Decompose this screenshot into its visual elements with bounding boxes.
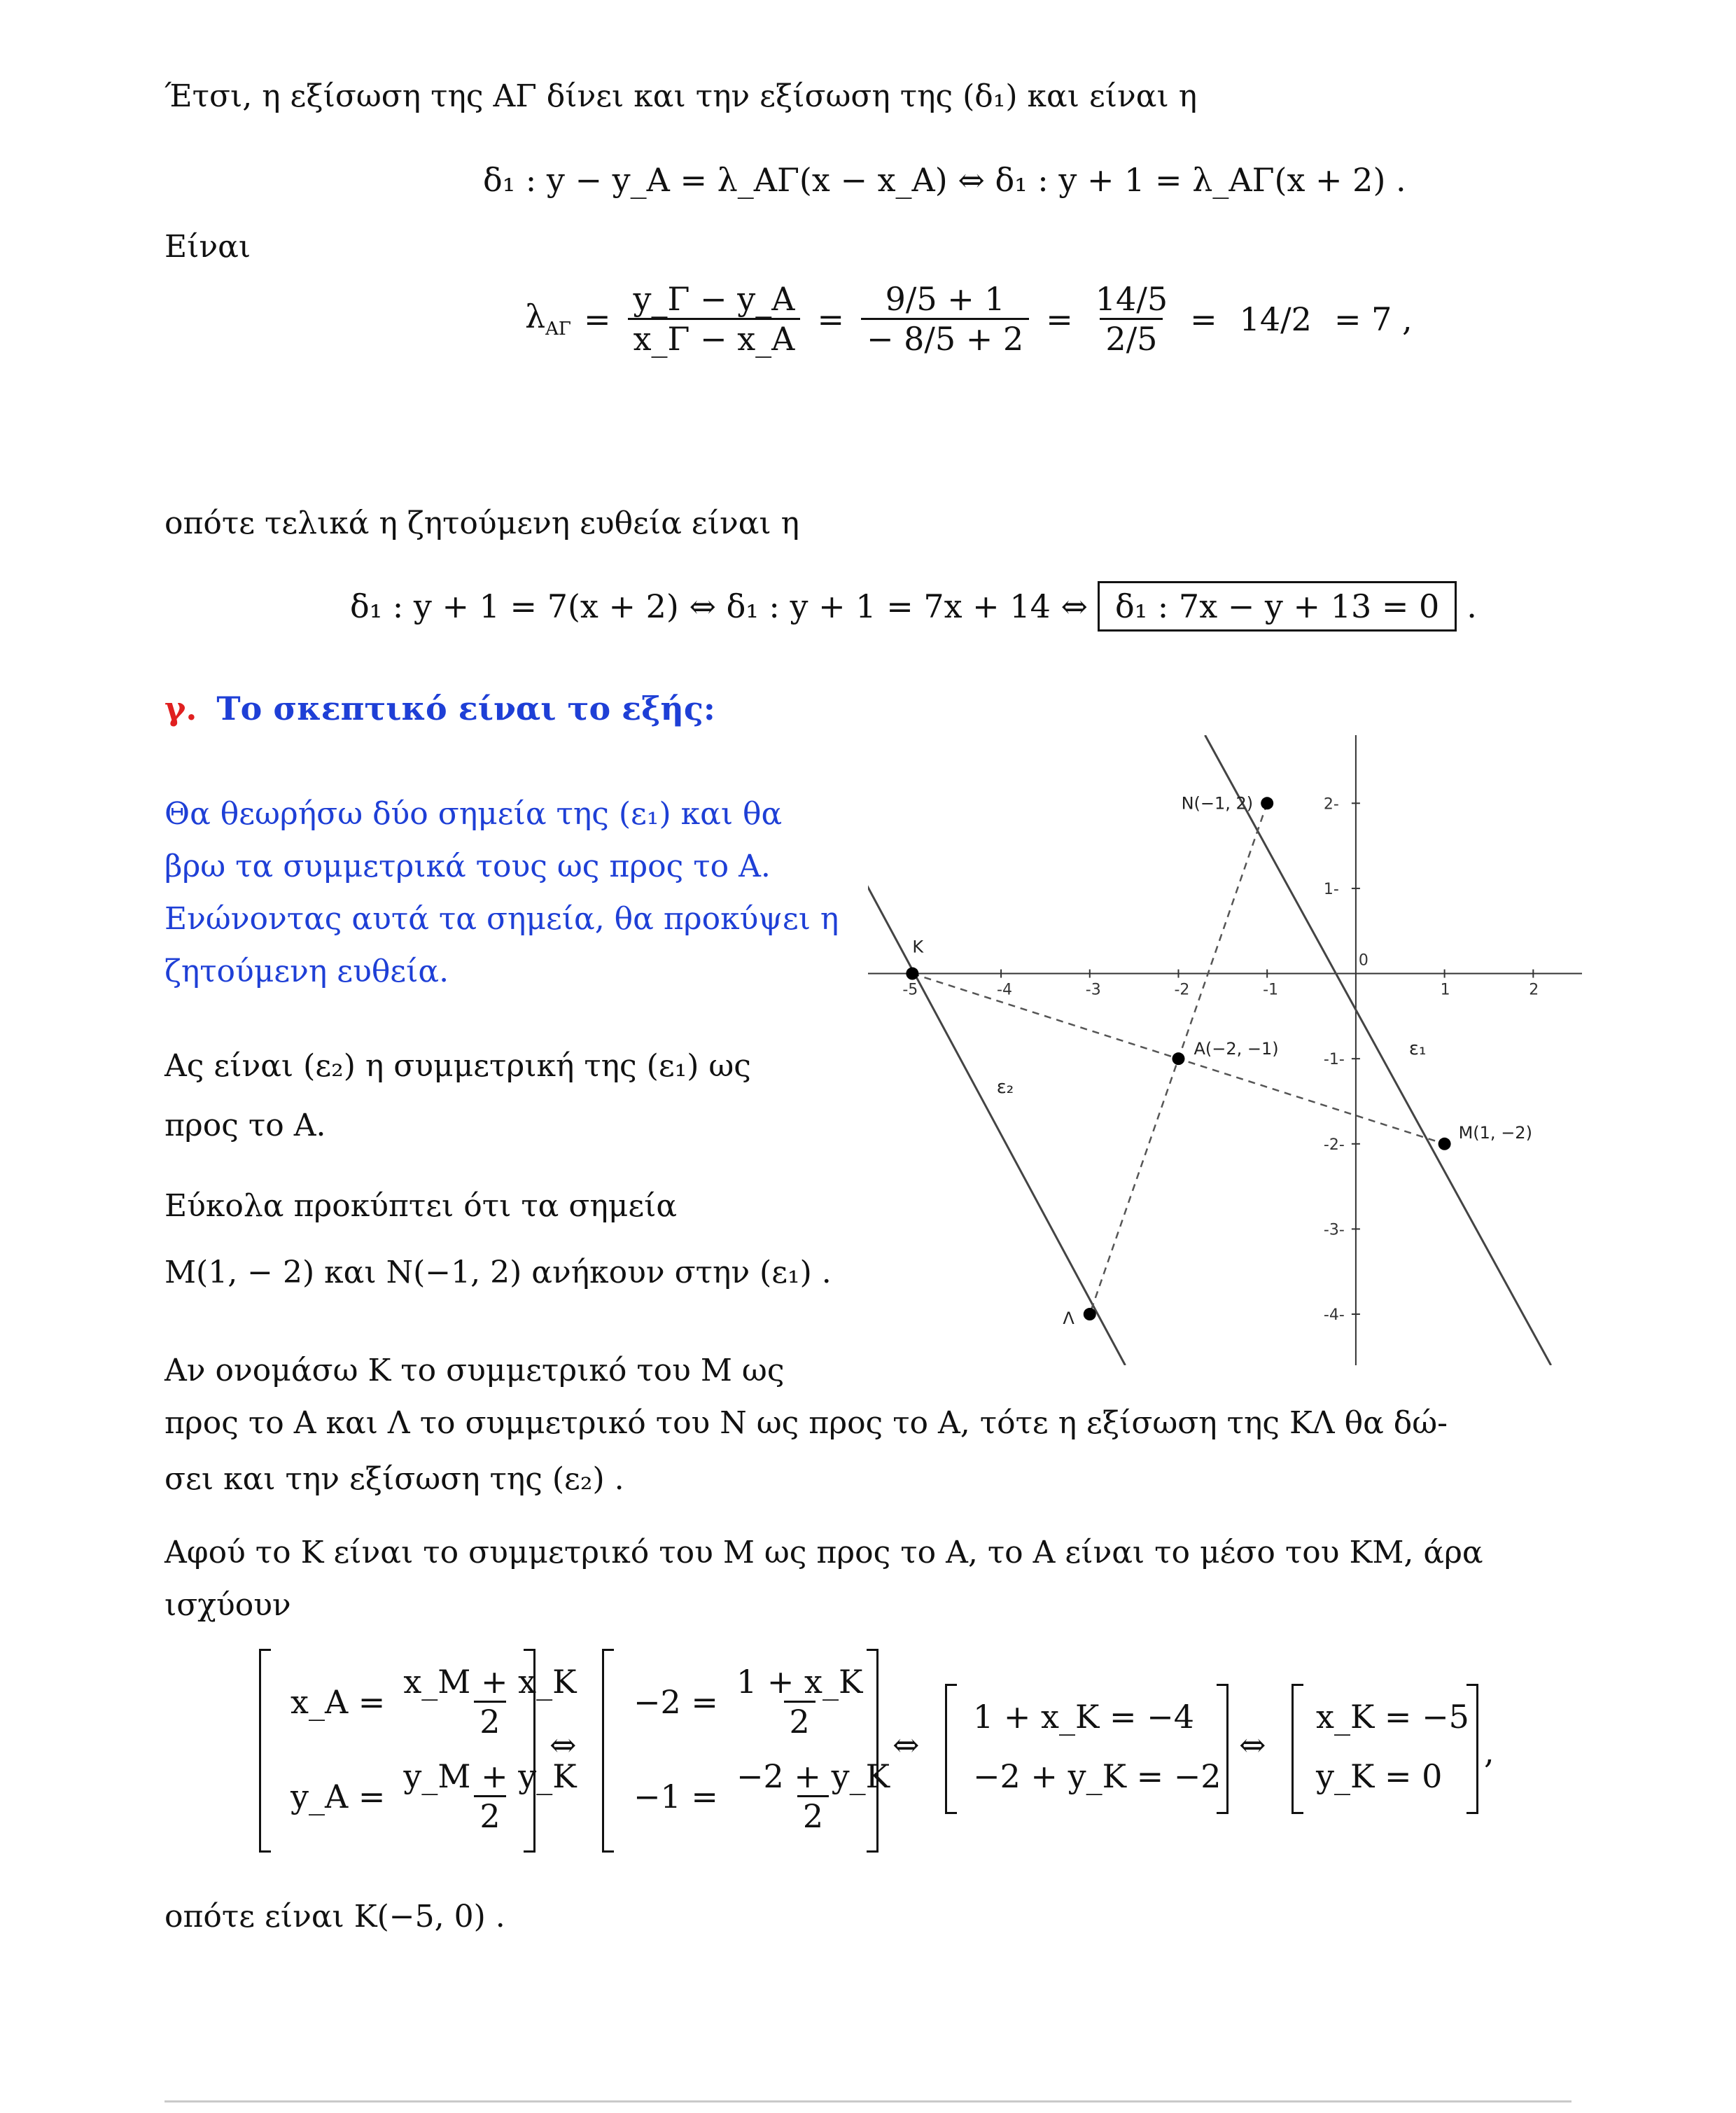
blue-line-1: Θα θεωρήσω δύο σημεία της (ε₁) και θα <box>164 796 783 832</box>
iff-3: ⇔ <box>1239 1726 1266 1764</box>
iff-2: ⇔ <box>892 1726 920 1764</box>
y-tick-label: -1- <box>1323 1051 1345 1069</box>
point-label: K <box>912 937 924 957</box>
para1-line-1: Ας είναι (ε₂) η συμμετρική της (ε₁) ως <box>164 1048 751 1084</box>
lambda-equation: $\lambda_{A\Gamma}$ = $\frac{y\_\Gamma - y\_A}{x\_\Gamma - x\_A}$ = $\frac{9/5 + 1}{- 8/5 + 2}$ = $\frac{14/5}{2/5}$ = 14/2 = 7 , <box>525 280 1413 358</box>
system-3-left-brace <box>945 1684 957 1814</box>
y-tick-label: -3- <box>1323 1221 1345 1239</box>
epsilon1-label: ε₁ <box>1408 1038 1427 1060</box>
footer-rule <box>164 2100 1572 2102</box>
section-letter: γ. <box>164 690 197 727</box>
system-2-left-brace <box>602 1649 614 1853</box>
para2-line-1: Εύκολα προκύπτει ότι τα σημεία <box>164 1188 678 1224</box>
system-2-row-2: −1 = $\frac{-2 + y\_K}{2}$ <box>634 1757 890 1835</box>
blue-line-2: βρω τα συμμετρικά τους ως προς το Α. <box>164 849 771 884</box>
x-tick-label: -1 <box>1263 981 1279 999</box>
blue-line-3: Ενώνοντας αυτά τα σημεία, θα προκύψει η <box>164 901 839 937</box>
lambda-step3: 14/2 <box>1239 300 1312 338</box>
y-tick-label: 2- <box>1323 795 1339 814</box>
x-tick-label: -3 <box>1085 981 1101 999</box>
graph-points <box>906 793 1532 1328</box>
point-label: Λ <box>1063 1309 1074 1329</box>
x-tick-label: 0 <box>1358 951 1368 970</box>
para2-line-2: M(1, − 2) και N(−1, 2) ανήκουν στην (ε₁) . <box>164 1255 832 1290</box>
para4-line-2: ισχύουν <box>164 1587 291 1623</box>
point <box>1261 797 1273 809</box>
lambda-symbol: $\lambda_{A\Gamma}$ <box>525 298 571 340</box>
lambda-fraction: $\frac{y\_\Gamma - y\_A}{x\_\Gamma - x\_A}$ <box>628 280 801 358</box>
system-1-row-1: x_A = $\frac{x\_M + x\_K}{2}$ <box>290 1663 577 1741</box>
blue-line-4: ζητούμενη ευθεία. <box>164 954 449 989</box>
opote-line: οπότε τελικά η ζητούμενη ευθεία είναι η <box>164 505 800 541</box>
point-label: A(−2, −1) <box>1194 1039 1279 1059</box>
system-3-row-1: 1 + x_K = −4 <box>973 1698 1194 1736</box>
line-ε2 <box>868 854 1125 1365</box>
system-1-row-2: y_A = $\frac{y\_M + y\_K}{2}$ <box>290 1757 577 1835</box>
lambda-step2: $\frac{14/5}{2/5}$ <box>1095 280 1168 358</box>
point <box>1084 1308 1096 1320</box>
system-4-row-1: x_K = −5 <box>1316 1698 1469 1736</box>
system-3-row-2: −2 + y_K = −2 <box>973 1757 1222 1795</box>
lambda-result: = 7 , <box>1334 300 1413 338</box>
point-label: M(1, −2) <box>1458 1122 1532 1143</box>
system-4-row-2: y_K = 0 <box>1316 1757 1443 1795</box>
epsilon2-label: ε₂ <box>996 1076 1014 1098</box>
x-tick-label: -2 <box>1174 981 1190 999</box>
system-1-left-brace <box>259 1649 271 1853</box>
einai-label: Είναι <box>164 229 251 265</box>
y-tick-label: -2- <box>1323 1136 1345 1154</box>
para4-line-1: Αφού το Κ είναι το συμμετρικό του Μ ως προς το Α, το Α είναι το μέσο του ΚΜ, άρα <box>164 1535 1483 1570</box>
para3-line-1: Αν ονομάσω Κ το συμμετρικό του Μ ως <box>164 1353 785 1388</box>
x-tick-label: 2 <box>1529 981 1539 999</box>
para3-line-3: σει και την εξίσωση της (ε₂) . <box>164 1461 624 1497</box>
para3-line-2: προς το Α και Λ το συμμετρικό του Ν ως προς το Α, τότε η εξίσωση της ΚΛ θα δώ- <box>164 1405 1448 1441</box>
y-tick-label: -4- <box>1323 1306 1345 1325</box>
point <box>1172 1052 1184 1065</box>
intro-line: Έτσι, η εξίσωση της ΑΓ δίνει και την εξίσωση της (δ₁) και είναι η <box>164 78 1198 114</box>
coordinate-graph <box>868 735 1582 1365</box>
section-heading <box>164 690 715 727</box>
iff-1: ⇔ <box>550 1726 577 1764</box>
system-4-left-brace <box>1292 1684 1303 1814</box>
final-line: οπότε είναι K(−5, 0) . <box>164 1899 505 1934</box>
x-tick-label: 1 <box>1440 981 1450 999</box>
point-label: N(−1, 2) <box>1181 793 1254 814</box>
delta-equation: δ₁ : y − y_A = λ_ΑΓ(x − x_A) ⇔ δ₁ : y + 1 = λ_ΑΓ(x + 2) . <box>483 161 1406 199</box>
x-tick-label: -5 <box>902 981 918 999</box>
para1-line-2: προς το Α. <box>164 1108 326 1143</box>
point <box>1438 1138 1451 1150</box>
system-2-row-1: −2 = $\frac{1 + x\_K}{2}$ <box>634 1663 863 1741</box>
lambda-step1: $\frac{9/5 + 1}{- 8/5 + 2}$ <box>861 280 1029 358</box>
final-line-equation: δ₁ : y + 1 = 7(x + 2) ⇔ δ₁ : y + 1 = 7x + 14 ⇔ δ₁ : 7x − y + 13 = 0 . <box>350 581 1477 632</box>
system-comma: , <box>1484 1733 1494 1771</box>
y-tick-label: 1- <box>1323 880 1339 898</box>
boxed-answer: δ₁ : 7x − y + 13 = 0 <box>1098 581 1457 632</box>
section-title: Το σκεπτικό είναι το εξής: <box>216 690 715 727</box>
x-tick-label: -4 <box>997 981 1012 999</box>
point <box>906 968 918 980</box>
